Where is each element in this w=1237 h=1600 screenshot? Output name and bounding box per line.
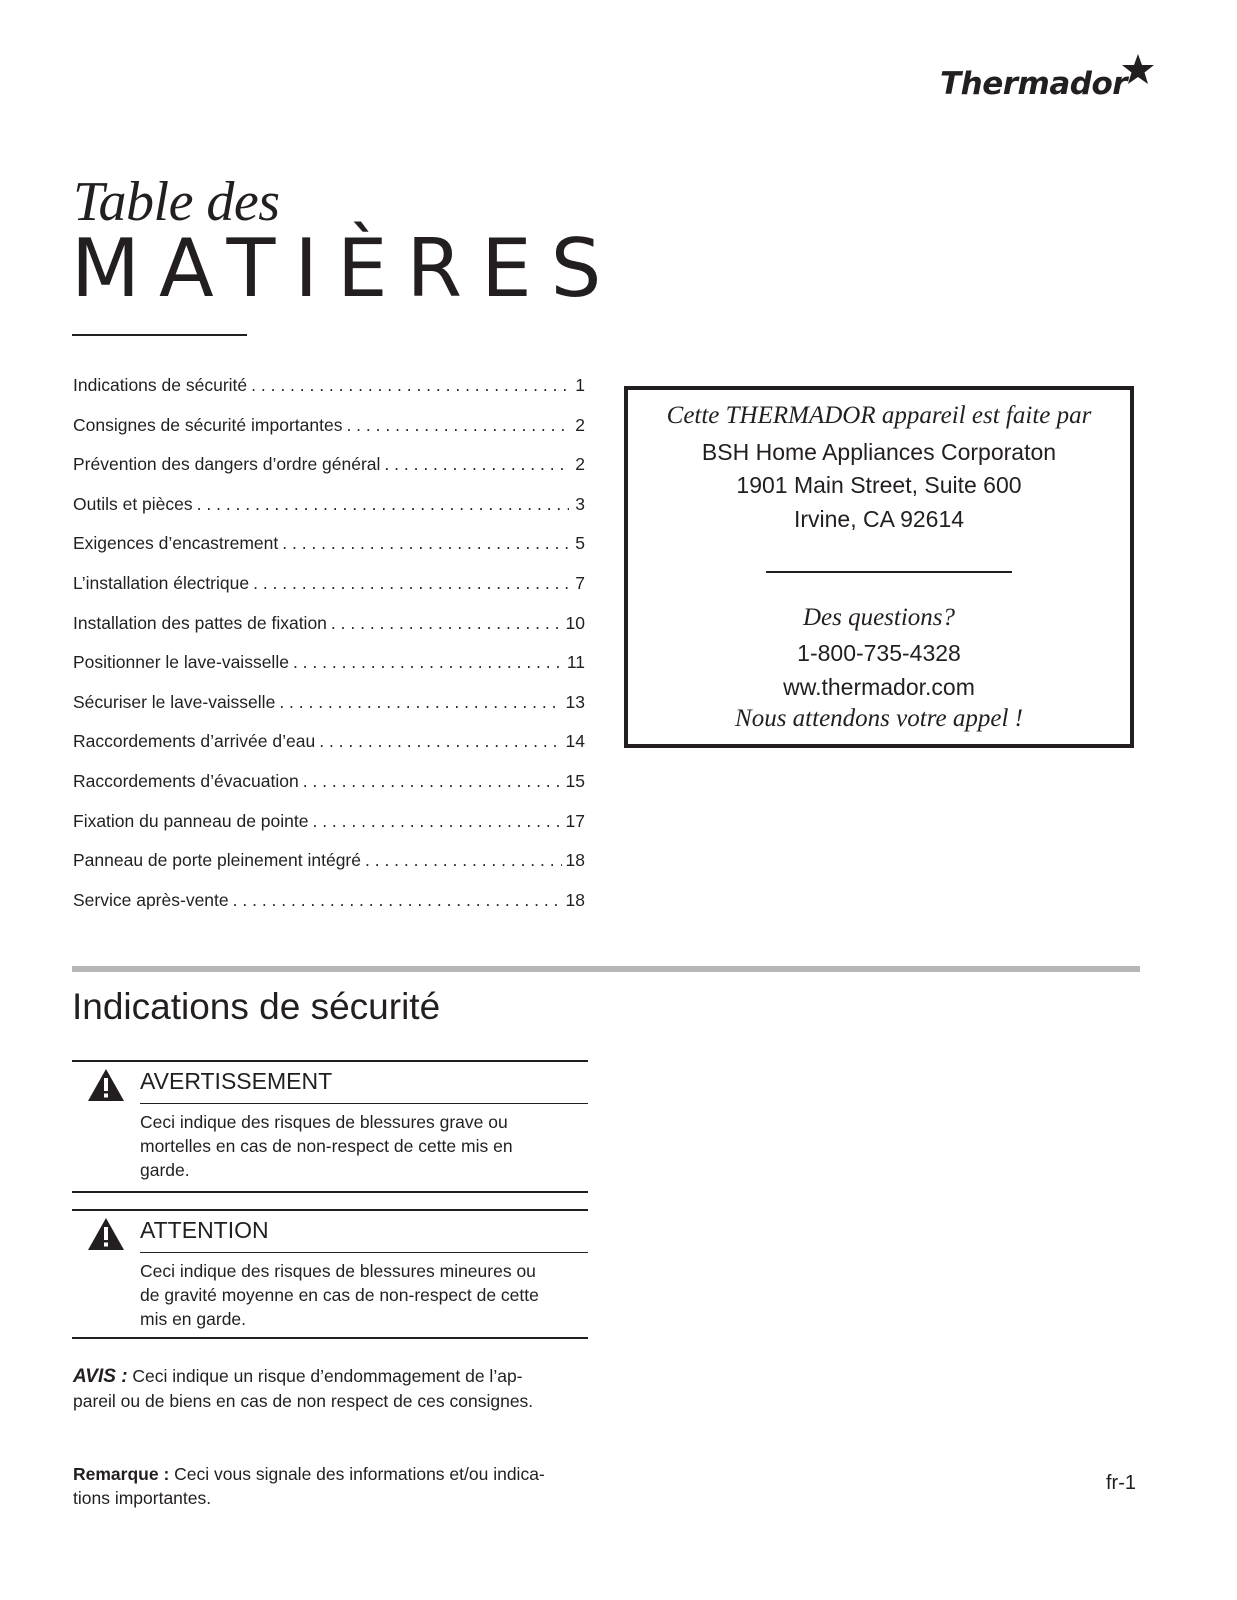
toc-page: 11 bbox=[566, 652, 585, 673]
notice-top-rule bbox=[72, 1209, 588, 1211]
toc-label: Sécuriser le lave-vaisselle bbox=[73, 691, 276, 712]
toc-leader bbox=[233, 890, 562, 911]
toc-leader bbox=[312, 811, 561, 832]
toc-label: Indications de sécurité bbox=[73, 375, 248, 395]
toc-entry[interactable] bbox=[73, 533, 585, 573]
toc-label: Panneau de porte pleinement intégré bbox=[73, 850, 361, 871]
toc-label: Positionner le lave-vaisselle bbox=[73, 652, 289, 673]
toc-leader bbox=[251, 375, 569, 396]
title-script: Table des bbox=[73, 171, 280, 233]
toc-page: 13 bbox=[565, 691, 585, 712]
contact-closing: Nous attendons votre appel ! bbox=[735, 705, 1023, 732]
caution-heading: ATTENTION bbox=[140, 1217, 269, 1243]
title-divider bbox=[72, 334, 247, 336]
toc-page: 7 bbox=[575, 572, 585, 593]
toc-entry[interactable] bbox=[73, 415, 585, 455]
toc-leader bbox=[303, 771, 562, 792]
notice-heading-rule bbox=[140, 1103, 588, 1104]
avis-notice bbox=[73, 1364, 588, 1413]
toc-entry[interactable] bbox=[73, 375, 585, 415]
contact-street: 1901 Main Street, Suite 600 bbox=[736, 472, 1022, 498]
toc-label: Exigences d’encastrement bbox=[73, 533, 279, 554]
toc-leader bbox=[331, 613, 562, 634]
remarque-notice bbox=[73, 1462, 588, 1510]
contact-divider bbox=[766, 571, 1012, 573]
toc-page: 18 bbox=[565, 889, 585, 910]
section-title: Indications de sécurité bbox=[72, 986, 441, 1027]
section-divider bbox=[72, 966, 1140, 972]
toc-page: 3 bbox=[575, 493, 585, 514]
notice-top-rule bbox=[72, 1060, 588, 1062]
caution-notice bbox=[72, 1209, 588, 1343]
toc-leader bbox=[253, 573, 569, 594]
caution-line: mis en garde. bbox=[140, 1309, 247, 1329]
toc-entry[interactable] bbox=[73, 454, 585, 494]
toc-leader bbox=[279, 692, 561, 713]
toc-label: Fixation du panneau de pointe bbox=[73, 810, 309, 831]
toc-leader bbox=[346, 415, 569, 436]
notice-bottom-rule bbox=[72, 1191, 588, 1193]
toc-page: 18 bbox=[565, 850, 585, 871]
toc-page: 1 bbox=[575, 375, 585, 395]
remarque-text: tions importantes. bbox=[73, 1488, 212, 1508]
page-title: MATIÈRES bbox=[71, 222, 621, 315]
warning-line: mortelles en cas de non-respect de cette mis en bbox=[140, 1136, 513, 1156]
warning-notice bbox=[72, 1060, 588, 1196]
caution-line: Ceci indique des risques de blessures mineures ou bbox=[140, 1261, 536, 1281]
contact-box bbox=[624, 386, 1134, 748]
contact-website[interactable]: ww.thermador.com bbox=[783, 674, 975, 700]
contact-questions: Des questions? bbox=[802, 604, 956, 631]
remarque-label: Remarque : bbox=[73, 1464, 170, 1484]
toc-entry[interactable] bbox=[73, 692, 585, 732]
warning-line: garde. bbox=[140, 1160, 190, 1180]
warning-triangle-icon bbox=[87, 1068, 125, 1102]
remarque-text: Ceci vous signale des informations et/ou indica- bbox=[169, 1464, 545, 1484]
avis-text: Ceci indique un risque d’endommagement de l’ap- bbox=[127, 1366, 523, 1386]
toc-label: Service après-vente bbox=[73, 889, 229, 910]
avis-label: AVIS : bbox=[73, 1366, 128, 1387]
toc-page: 15 bbox=[565, 770, 585, 791]
toc-leader bbox=[319, 731, 561, 752]
toc-label: Installation des pattes de fixation bbox=[73, 612, 327, 633]
toc-entry[interactable] bbox=[73, 494, 585, 534]
toc-page: 5 bbox=[575, 533, 585, 554]
toc-page: 17 bbox=[565, 810, 585, 831]
toc-leader bbox=[197, 494, 569, 515]
star-icon bbox=[1120, 52, 1156, 88]
brand-wordmark: Thermador bbox=[940, 66, 1128, 102]
toc-entry[interactable] bbox=[73, 613, 585, 653]
toc-page: 2 bbox=[575, 454, 585, 475]
toc-entry[interactable] bbox=[73, 652, 585, 692]
avis-text: pareil ou de biens en cas de non respect de ces consignes. bbox=[73, 1391, 534, 1411]
brand-logo bbox=[940, 52, 1170, 112]
toc-label: Raccordements d’évacuation bbox=[73, 770, 299, 791]
toc-entry[interactable] bbox=[73, 573, 585, 613]
toc-label: L’installation électrique bbox=[73, 572, 250, 593]
table-of-contents bbox=[73, 375, 585, 929]
toc-entry[interactable] bbox=[73, 890, 585, 930]
page-number: fr-1 bbox=[1106, 1472, 1136, 1494]
warning-line: Ceci indique des risques de blessures grave ou bbox=[140, 1112, 508, 1132]
toc-label: Prévention des dangers d’ordre général bbox=[73, 454, 381, 475]
toc-page: 10 bbox=[565, 612, 585, 633]
caution-body bbox=[140, 1259, 570, 1331]
toc-leader bbox=[365, 850, 562, 871]
contact-city: Irvine, CA 92614 bbox=[793, 506, 965, 532]
notice-bottom-rule bbox=[72, 1337, 588, 1339]
caution-line: de gravité moyenne en cas de non-respect de cette bbox=[140, 1285, 539, 1305]
contact-company: BSH Home Appliances Corporaton bbox=[701, 439, 1057, 465]
toc-label: Consignes de sécurité importantes bbox=[73, 414, 343, 435]
toc-leader bbox=[384, 454, 569, 475]
warning-triangle-icon bbox=[87, 1217, 125, 1251]
warning-heading: AVERTISSEMENT bbox=[140, 1068, 333, 1094]
toc-page: 14 bbox=[565, 731, 585, 752]
toc-entry[interactable] bbox=[73, 850, 585, 890]
contact-made-by: Cette THERMADOR appareil est faite par bbox=[666, 402, 1092, 429]
toc-page: 2 bbox=[575, 414, 585, 435]
toc-leader bbox=[282, 533, 569, 554]
toc-entry[interactable] bbox=[73, 731, 585, 771]
warning-body bbox=[140, 1110, 570, 1182]
contact-phone[interactable]: 1-800-735-4328 bbox=[797, 640, 961, 666]
notice-heading-rule bbox=[140, 1252, 588, 1253]
toc-entry[interactable] bbox=[73, 771, 585, 811]
toc-leader bbox=[293, 652, 563, 673]
toc-label: Outils et pièces bbox=[73, 493, 193, 514]
toc-label: Raccordements d’arrivée d’eau bbox=[73, 731, 316, 752]
toc-entry[interactable] bbox=[73, 811, 585, 851]
